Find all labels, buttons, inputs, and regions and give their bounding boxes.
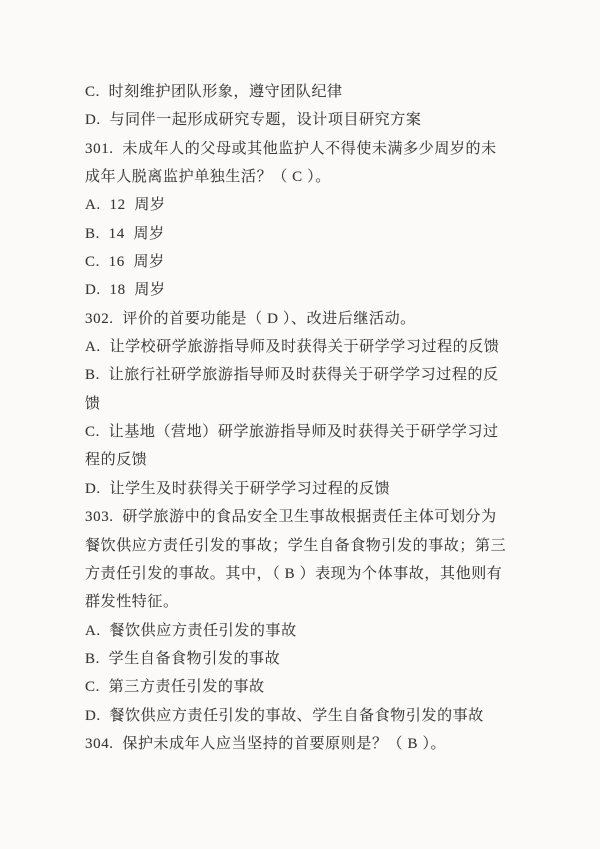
q303-stem-line1: 303. 研学旅游中的食品安全卫生事故根据责任主体可划分为 bbox=[85, 509, 497, 526]
q300-option-d: D. 与同伴一起形成研究专题，设计项目研究方案 bbox=[85, 112, 422, 129]
q303-stem-line3: 方责任引发的事故。其中，（ B ）表现为个体事故，其他则有 bbox=[85, 565, 503, 582]
q302-option-b-line2: 馈 bbox=[85, 395, 101, 412]
q303-option-b: B. 学生自备食物引发的事故 bbox=[85, 650, 281, 667]
q302-option-a: A. 让学校研学旅游指导师及时获得关于研学学习过程的反馈 bbox=[85, 339, 500, 356]
q301-stem-line2: 成年人脱离监护单独生活？（ C ）。 bbox=[85, 169, 331, 186]
q303-stem-line4: 群发性特征。 bbox=[85, 594, 179, 611]
q303-stem-line2: 餐饮供应方责任引发的事故；学生自备食物引发的事故；第三 bbox=[85, 537, 507, 554]
q302-option-c-line1: C. 让基地（营地）研学旅游指导师及时获得关于研学学习过 bbox=[85, 424, 499, 441]
q302-option-c-line2: 程的反馈 bbox=[85, 452, 148, 469]
q303-option-a: A. 餐饮供应方责任引发的事故 bbox=[85, 622, 297, 639]
q301-option-b: B. 14 周岁 bbox=[85, 225, 165, 242]
q301-option-d: D. 18 周岁 bbox=[85, 282, 166, 299]
q303-option-d: D. 餐饮供应方责任引发的事故、学生自备食物引发的事故 bbox=[85, 707, 484, 724]
q303-option-c: C. 第三方责任引发的事故 bbox=[85, 679, 265, 696]
document-lines bbox=[85, 78, 555, 758]
q301-option-c: C. 16 周岁 bbox=[85, 254, 165, 271]
q301-stem-line1: 301. 未成年人的父母或其他监护人不得使未满多少周岁的未 bbox=[85, 140, 497, 157]
q302-stem: 302. 评价的首要功能是（ D ）、改进后继活动。 bbox=[85, 310, 416, 327]
q302-option-b-line1: B. 让旅行社研学旅游指导师及时获得关于研学学习过程的反 bbox=[85, 367, 499, 384]
q301-option-a: A. 12 周岁 bbox=[85, 197, 166, 214]
q302-option-d: D. 让学生及时获得关于研学学习过程的反馈 bbox=[85, 480, 391, 497]
q300-option-c: C. 时刻维护团队形象，遵守团队纪律 bbox=[85, 84, 343, 100]
q304-stem: 304. 保护未成年人应当坚持的首要原则是？（ B ）。 bbox=[85, 735, 447, 752]
